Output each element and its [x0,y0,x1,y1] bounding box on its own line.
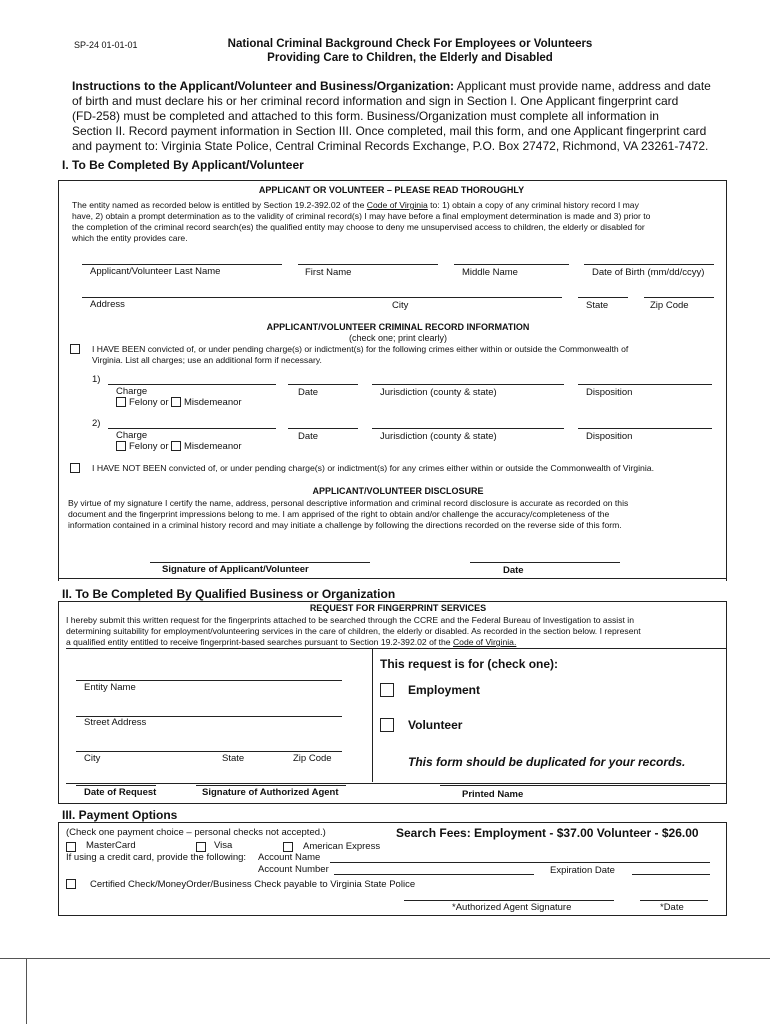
instructions-line3: (FD-258) must be completed and attached to this form. Business/Organization must complete all information in [72,109,659,123]
city-label: City [392,300,409,311]
visa-checkbox[interactable] [196,842,206,852]
request-vertical-divider [372,648,373,782]
code-of-virginia: Code of Virginia [366,200,428,210]
charge-1-jurisdiction-line[interactable] [372,384,564,385]
first-name-label: First Name [305,267,352,278]
form-title [160,37,660,65]
check-one-note: (Check one payment choice – personal checks not accepted.) [66,827,326,838]
account-name-label: Account Name [258,852,321,863]
volunteer-checkbox[interactable] [380,718,394,732]
disclosure-text: By virtue of my signature I certify the name, address, personal descriptive information and criminal record disclosure is accurate as recorded on this document and the fingerprint impressions belong to me. I am apprised of the right to obtain and/or challenge the accuracy/completeness of the information contained in a criminal history record and may initiate a challenge by following the directions recorded on the reverse side of this form. [68,498,629,530]
request-for-label: This request is for (check one): [380,657,559,671]
charge-1-jurisdiction-label: Jurisdiction (county & state) [380,387,497,398]
printed-name-line[interactable] [440,785,710,786]
charge-2-jurisdiction-label: Jurisdiction (county & state) [380,431,497,442]
charge-1-misdemeanor-checkbox[interactable] [171,397,181,407]
applicant-signature-label: Signature of Applicant/Volunteer [162,564,309,575]
charge-1-number: 1) [92,374,101,385]
expiration-label: Expiration Date [550,865,615,876]
instructions-line2: of birth and must declare his or her criminal record information and sign in Section I. One Applicant fingerprint card [72,94,679,108]
scan-edge-horizontal [0,958,770,959]
employment-label: Employment [408,683,481,697]
request-bottom-divider [66,783,726,784]
have-been-text: I HAVE BEEN convicted of, or under pending charge(s) or indictment(s) for the following crimes either within or outside the Commonwealth of Virginia. List all charges; use an additional form if necessary. [92,344,629,365]
auth-date-line[interactable] [640,900,708,901]
charge-2-misdemeanor-checkbox[interactable] [171,441,181,451]
charge-2-label: Charge [116,430,148,441]
instructions-line5: and payment to: Virginia State Police, Central Criminal Records Exchange, P.O. Box 27472, Richmond, VA 23261-7472. [72,139,709,153]
middle-name-line[interactable] [454,264,569,265]
charge-1-disposition-line[interactable] [578,384,712,385]
printed-name-label: Printed Name [462,789,524,800]
entity-name-label: Entity Name [84,682,136,693]
have-been-checkbox[interactable] [70,344,80,354]
section1-bottom-line [58,578,726,579]
charge-2-line[interactable] [108,428,276,429]
applicant-date-label: Date [503,565,524,576]
address-line[interactable] [82,297,562,298]
section2-top-line [58,601,726,602]
charge-1-line[interactable] [108,384,276,385]
charge-2-disposition-line[interactable] [578,428,712,429]
zip-label: Zip Code [650,300,689,311]
charge-2-date-line[interactable] [288,428,358,429]
street-address-label: Street Address [84,717,147,728]
have-not-been-checkbox[interactable] [70,463,80,473]
search-fees: Search Fees: Employment - $37.00 Volunteer - $26.00 [396,826,699,840]
section2-heading: II. To Be Completed By Qualified Business or Organization [62,587,396,601]
date-of-request-label: Date of Request [84,787,157,798]
credit-card-note: If using a credit card, provide the following: [66,852,247,863]
instructions-line4: Section II. Record payment information in Section III. Once completed, mail this form, and one Applicant fingerprint card [72,124,707,138]
duplicate-note: This form should be duplicated for your records. [408,755,686,769]
certified-check-label: Certified Check/MoneyOrder/Business Check payable to Virginia State Police [90,879,416,890]
charge-2-date-label: Date [298,431,319,442]
visa-label: Visa [214,840,233,851]
scan-edge-vertical [26,958,27,1024]
request-title: REQUEST FOR FINGERPRINT SERVICES [309,603,487,613]
last-name-line[interactable] [82,264,282,265]
charge-2-jurisdiction-line[interactable] [372,428,564,429]
amex-label: American Express [303,841,381,852]
entity-name-line[interactable] [76,680,342,681]
charge-2-felony-checkbox[interactable] [116,441,126,451]
account-number-line[interactable] [334,874,534,875]
charge-1-date-line[interactable] [288,384,358,385]
charge-1-felony-checkbox[interactable] [116,397,126,407]
mastercard-label: MasterCard [86,840,136,851]
address-label: Address [90,299,125,310]
date-of-request-line[interactable] [76,785,156,786]
business-state-label: State [222,753,245,764]
last-name-label: Applicant/Volunteer Last Name [90,266,221,277]
form-title-line1: National Criminal Background Check For Employees or Volunteers [227,38,593,50]
amex-checkbox[interactable] [283,842,293,852]
charge-1-date-label: Date [298,387,319,398]
volunteer-label: Volunteer [408,718,463,732]
entity-statement: The entity named as recorded below is entitled by Section 19.2-392.02 of the Code of Virginia to: 1) obtain a copy of any criminal history record I may have, 2) obtain a prompt determination as to the validity of criminal record(s) I may have before a final employment determination is made and 3) prior to the completion of the criminal record search(es) the qualified entity may choose to deny me unsupervised access to children, the elderly or disabled for which the entity provides care. [72,200,651,243]
charge-1-disposition-label: Disposition [586,387,633,398]
business-city-state-zip-line[interactable] [76,751,342,752]
dob-line[interactable] [584,264,714,265]
account-name-line[interactable] [330,862,710,863]
have-not-been-text: I HAVE NOT BEEN convicted of, or under pending charge(s) or indictment(s) for any crimes either within or outside the Commonwealth of Virginia. [92,463,655,473]
request-divider [66,648,726,649]
signature-agent-label: Signature of Authorized Agent [202,787,339,798]
charge-1-label: Charge [116,386,148,397]
business-zip-label: Zip Code [293,753,332,764]
criminal-record-sub: (check one; print clearly) [348,333,448,343]
applicant-date-line[interactable] [470,562,620,563]
instructions-line1: Applicant must provide name, address and date [456,79,711,93]
charge-2-felony-label: Felony or [129,441,169,452]
applicant-signature-line[interactable] [150,562,370,563]
charge-2-misdemeanor-label: Misdemeanor [184,441,242,452]
instructions [72,79,732,154]
charge-2-number: 2) [92,418,101,429]
request-text: I hereby submit this written request for the fingerprints attached to be searched through the CCRE and the Federal Bureau of Investigation to assist in determining suitability for employment/volunteering services in the care of children, the elderly or disabled. As recorded in the section below. I represent a qualified entity entitled to receive fingerprint-based searches pursuant to Section 19.2-392.02 of the Code of Virginia. [66,615,641,647]
instructions-lead: Instructions to the Applicant/Volunteer and Business/Organization: [72,79,455,93]
form-code: SP-24 01-01-01 [74,40,138,50]
disclosure-title: APPLICANT/VOLUNTEER DISCLOSURE [312,486,484,496]
section1-heading: I. To Be Completed By Applicant/Volunteer [62,158,304,172]
form-title-line2: Providing Care to Children, the Elderly and Disabled [267,52,553,64]
auth-signature-label: *Authorized Agent Signature [452,902,572,913]
zip-line[interactable] [644,297,714,298]
dob-label: Date of Birth (mm/dd/ccyy) [592,267,705,278]
section1-box-title: APPLICANT OR VOLUNTEER – PLEASE READ THOROUGHLY [258,185,525,195]
mastercard-checkbox[interactable] [66,842,76,852]
expiration-line[interactable] [632,874,710,875]
signature-agent-line[interactable] [196,785,346,786]
auth-signature-line[interactable] [404,900,614,901]
charge-2-disposition-label: Disposition [586,431,633,442]
section3-heading: III. Payment Options [62,808,178,822]
state-line[interactable] [578,297,628,298]
code-of-virginia-2: Code of Virginia. [452,637,517,647]
charge-1-misdemeanor-label: Misdemeanor [184,397,242,408]
charge-1-felony-label: Felony or [129,397,169,408]
auth-date-label: *Date [660,902,684,913]
business-city-label: City [84,753,101,764]
account-number-label: Account Number [258,864,329,875]
state-label: State [586,300,609,311]
first-name-line[interactable] [298,264,438,265]
criminal-record-title: APPLICANT/VOLUNTEER CRIMINAL RECORD INFORMATION [266,322,530,332]
employment-checkbox[interactable] [380,683,394,697]
middle-name-label: Middle Name [462,267,518,278]
certified-check-checkbox[interactable] [66,879,76,889]
